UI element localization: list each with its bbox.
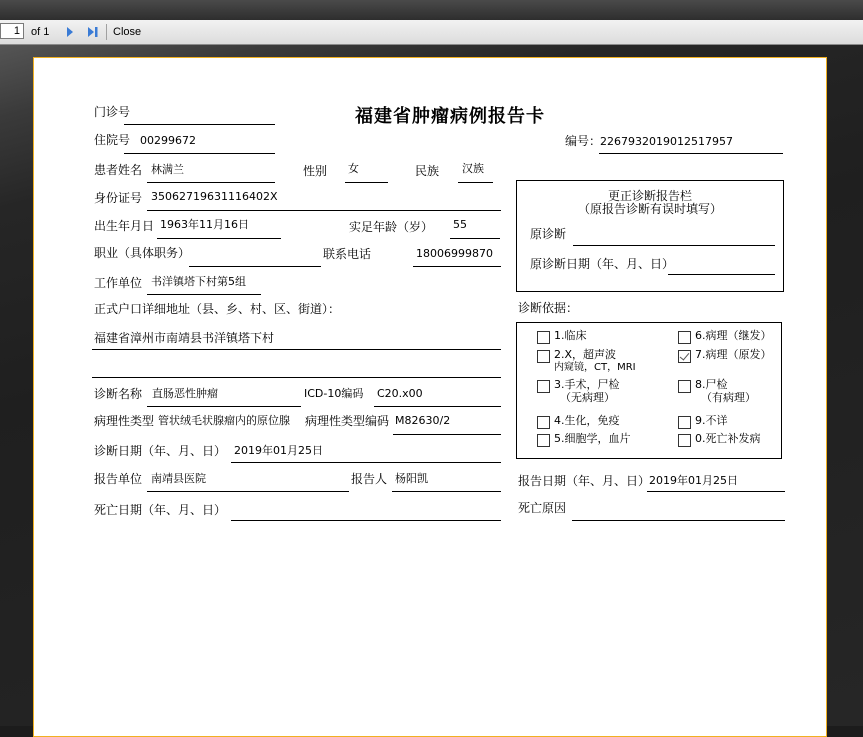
address-line-2 xyxy=(92,377,501,378)
diagnosis-name-label: 诊断名称 xyxy=(94,387,143,401)
diagnosis-date-line xyxy=(231,462,501,463)
basis-checkbox-1[interactable] xyxy=(537,331,550,344)
workplace-value: 书洋镇塔下村第5组 xyxy=(151,275,246,288)
patient-name-line xyxy=(147,182,275,183)
basis-checkbox-5[interactable] xyxy=(537,434,550,447)
toolbar-divider xyxy=(106,24,107,40)
basis-item-9-label: 9.不详 xyxy=(695,414,728,427)
basis-label: 诊断依据： xyxy=(518,301,579,315)
birth-date-value: 1963年11月16日 xyxy=(160,218,249,231)
orig-diag-label: 原诊断 xyxy=(530,227,567,241)
workplace-label: 工作单位 xyxy=(94,276,143,290)
basis-checkbox-8[interactable] xyxy=(678,380,691,393)
orig-date-line xyxy=(668,274,775,275)
basis-checkbox-2[interactable] xyxy=(537,350,550,363)
card-title: 福建省肿瘤病例报告卡 xyxy=(355,106,545,127)
basis-checkbox-4[interactable] xyxy=(537,416,550,429)
inpatient-no-value: 00299672 xyxy=(140,134,196,147)
basis-item-3-sublabel: （无病理） xyxy=(560,391,615,404)
pathology-code-line xyxy=(393,434,501,435)
correction-box xyxy=(516,180,784,292)
report-unit-value: 南靖县医院 xyxy=(151,472,206,485)
basis-item-3-label: 3.手术，尸检 xyxy=(554,378,620,391)
basis-checkbox-3[interactable] xyxy=(537,380,550,393)
basis-item-1-label: 1.临床 xyxy=(554,329,587,342)
ethnicity-line xyxy=(458,182,493,183)
patient-name-label: 患者姓名 xyxy=(94,163,143,177)
icd-value: C20.x00 xyxy=(377,387,423,400)
correction-title-line1: 更正诊断报告栏 xyxy=(607,189,692,203)
death-cause-label: 死亡原因 xyxy=(518,501,567,515)
correction-title-line2: （原报告诊断有误时填写） xyxy=(577,202,722,216)
birth-date-line xyxy=(157,238,281,239)
window-title-bar xyxy=(0,0,863,20)
basis-item-8-label: 8.尸检 xyxy=(695,378,728,391)
death-cause-line xyxy=(572,520,785,521)
basis-box xyxy=(516,322,782,459)
basis-item-2-label: 2.X，超声波 xyxy=(554,348,617,361)
age-label: 实足年龄（岁） xyxy=(349,220,434,234)
report-date-value: 2019年01月25日 xyxy=(649,474,738,487)
inpatient-no-line xyxy=(124,153,275,154)
icd-label: ICD-10编码 xyxy=(304,387,364,400)
pathology-code-value: M82630/2 xyxy=(395,414,451,427)
basis-item-6-label: 6.病理（继发） xyxy=(695,329,772,342)
address-value: 福建省漳州市南靖县书洋镇塔下村 xyxy=(94,331,275,345)
reporter-value: 杨阳凯 xyxy=(395,472,428,485)
death-date-label: 死亡日期（年、月、日） xyxy=(94,503,227,517)
pathology-type-label: 病理性类型 xyxy=(94,414,155,428)
phone-line xyxy=(413,266,501,267)
pathology-code-label: 病理性类型编码 xyxy=(305,414,390,428)
next-page-icon[interactable] xyxy=(65,26,75,41)
phone-label: 联系电话 xyxy=(323,247,372,261)
diagnosis-name-value: 直肠恶性肿瘤 xyxy=(152,387,218,400)
id-no-value: 35062719631116402X xyxy=(151,190,278,203)
address-line-1 xyxy=(92,349,501,350)
diagnosis-date-value: 2019年01月25日 xyxy=(234,444,323,457)
report-date-label: 报告日期（年、月、日） xyxy=(518,474,651,488)
reporter-line xyxy=(392,491,501,492)
reporter-label: 报告人 xyxy=(351,472,388,486)
basis-checkbox-7[interactable] xyxy=(678,350,691,363)
gender-value: 女 xyxy=(348,162,359,175)
birth-date-label: 出生年月日 xyxy=(94,219,155,233)
age-line xyxy=(450,238,500,239)
outpatient-no-line xyxy=(124,124,275,125)
orig-date-label: 原诊断日期（年、月、日） xyxy=(530,257,675,271)
serial-no-line xyxy=(599,153,783,154)
outpatient-no-label: 门诊号 xyxy=(94,105,131,119)
basis-checkbox-6[interactable] xyxy=(678,331,691,344)
orig-diag-line xyxy=(573,245,775,246)
occupation-line xyxy=(189,266,321,267)
icd-line xyxy=(374,406,501,407)
basis-checkbox-0[interactable] xyxy=(678,434,691,447)
pathology-type-value: 管状绒毛状腺瘤内的原位腺 xyxy=(158,414,290,427)
report-card-page xyxy=(33,57,827,737)
serial-no-value: 2267932019012517957 xyxy=(600,135,733,148)
page-number-input[interactable] xyxy=(0,23,24,39)
basis-item-4-label: 4.生化，免疫 xyxy=(554,414,620,427)
basis-item-7-label: 7.病理（原发） xyxy=(695,348,772,361)
age-value: 55 xyxy=(453,218,467,231)
basis-item-8-sublabel: （有病理） xyxy=(701,391,756,404)
diagnosis-name-line xyxy=(147,406,301,407)
phone-value: 18006999870 xyxy=(416,247,493,260)
close-button[interactable]: Close xyxy=(113,26,142,38)
report-unit-label: 报告单位 xyxy=(94,472,143,486)
page-count-label: of 1 xyxy=(31,26,50,38)
report-unit-line xyxy=(147,491,349,492)
basis-item-0-label: 0.死亡补发病 xyxy=(695,432,761,445)
basis-item-2-sublabel: 内窥镜，CT，MRI xyxy=(554,362,636,373)
patient-name-value: 林满兰 xyxy=(151,163,184,176)
gender-line xyxy=(345,182,388,183)
address-label: 正式户口详细地址（县、乡、村、区、街道）： xyxy=(94,302,341,316)
report-viewer-toolbar xyxy=(0,20,863,45)
serial-no-label: 编号： xyxy=(565,134,602,148)
id-no-line xyxy=(147,210,501,211)
gender-label: 性别 xyxy=(303,164,328,178)
last-page-icon[interactable] xyxy=(87,26,99,41)
ethnicity-value: 汉族 xyxy=(462,162,484,175)
basis-item-5-label: 5.细胞学，血片 xyxy=(554,432,631,445)
id-no-label: 身份证号 xyxy=(94,191,143,205)
basis-checkbox-9[interactable] xyxy=(678,416,691,429)
death-date-line xyxy=(231,520,501,521)
ethnicity-label: 民族 xyxy=(415,164,440,178)
inpatient-no-label: 住院号 xyxy=(94,133,131,147)
diagnosis-date-label: 诊断日期（年、月、日） xyxy=(94,444,227,458)
workplace-line xyxy=(147,294,261,295)
report-date-line xyxy=(647,491,785,492)
occupation-label: 职业（具体职务） xyxy=(94,246,191,260)
